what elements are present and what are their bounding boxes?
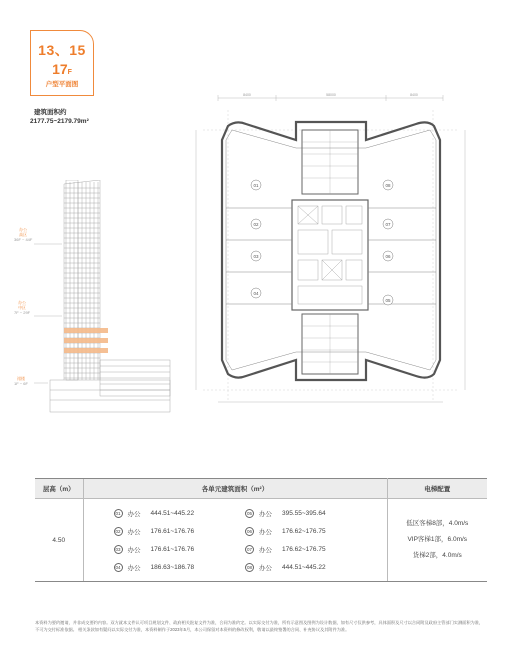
units-cell xyxy=(83,499,387,582)
floor-numbers: 13、15 xyxy=(38,42,86,58)
unit-label-02: 02 xyxy=(253,221,259,227)
unit-row: 02 办公 176.61~176.76 xyxy=(115,527,195,536)
unit-label-07: 07 xyxy=(385,221,391,227)
highlight-floor-band xyxy=(64,348,108,353)
unit-row: 03 办公 176.61~176.76 xyxy=(115,545,195,554)
dim-label: 58000 xyxy=(326,93,336,97)
elevator-cell xyxy=(387,499,487,582)
unit-row: 04 办公 186.63~186.78 xyxy=(115,563,195,572)
highlight-floor-band xyxy=(64,328,108,333)
dim-label: 8400 xyxy=(243,93,251,97)
zone-mid-label: 办公 中区 7F ~ 29F xyxy=(14,300,31,315)
floor-badge xyxy=(30,30,94,96)
unit-label-08: 08 xyxy=(385,182,391,188)
building-area-value: 2177.75~2179.79m² xyxy=(30,118,89,125)
unit-label-06: 06 xyxy=(385,253,391,259)
unit-area-table xyxy=(35,478,487,582)
unit-row: 05 办公 395.55~395.64 xyxy=(246,509,326,518)
tower-elevation xyxy=(0,180,180,420)
unit-label-01: 01 xyxy=(253,182,259,188)
unit-label-04: 04 xyxy=(253,290,259,296)
core xyxy=(292,200,368,310)
zone-high-label: 办公 高区 36F ~ 44F xyxy=(14,227,33,242)
zone-low-label: 裙楼 1F ~ 6F xyxy=(14,376,28,386)
disclaimer-footnote: 本资料为要约邀请，并非成交要约内容。双方就本文件认可项目规划文件、政府相关批复文件为准，合同为准约定。以实际交付为准，所有示意图及图例为设计数据，如有尺寸仅供参考，具体面积及尺寸以合同附及政府主管部门实测面积为准，不可为交付标准依据。 相关条款如有疑问以实际交付为准，本资料制作于2023年5月，本公司保留对本资料的修改权利，敬请以最终签署的合同、补充协议及其附件为准。 xyxy=(35,620,484,632)
unit-row: 06 办公 176.62~176.75 xyxy=(246,527,326,536)
elevator-line: 低区客梯8部，4.0m/s xyxy=(406,520,469,527)
elevator-line: 货梯2部，4.0m/s xyxy=(412,552,462,559)
building-area-label: 建筑面积约 xyxy=(34,109,67,116)
unit-row: 07 办公 176.62~176.75 xyxy=(246,545,326,554)
dim-label: 8400 xyxy=(410,93,418,97)
unit-label-03: 03 xyxy=(253,253,259,259)
floor-number-main: 17F xyxy=(52,61,72,77)
dimension-lines xyxy=(196,95,465,402)
header-height: 层高（m） xyxy=(35,479,83,499)
header-units: 各单元建筑面积（m²） xyxy=(83,479,387,499)
plan-label: 户型平面图 xyxy=(45,81,79,88)
unit-label-05: 05 xyxy=(385,297,391,303)
height-value: 4.50 xyxy=(35,499,83,582)
elevator-line: VIP客梯1部，6.0m/s xyxy=(407,536,468,543)
unit-row: 01 办公 444.51~445.22 xyxy=(115,509,195,518)
unit-row: 08 办公 444.51~445.22 xyxy=(246,563,326,572)
header-elevator: 电梯配置 xyxy=(387,479,487,499)
floor-plan xyxy=(188,90,473,410)
highlight-floor-band xyxy=(64,338,108,343)
